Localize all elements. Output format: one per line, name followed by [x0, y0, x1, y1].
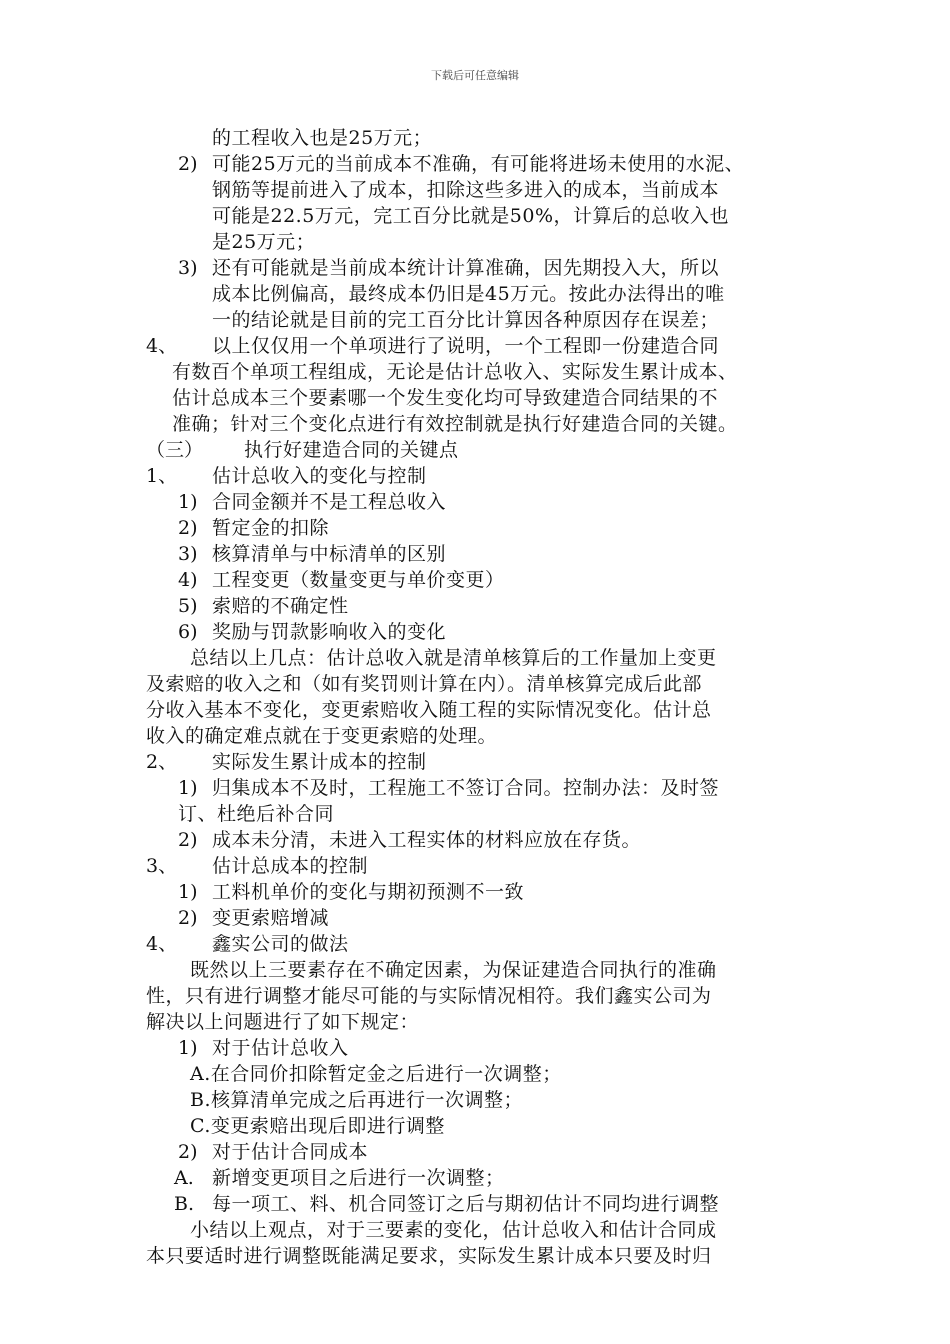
list-marker: 6)	[178, 621, 198, 643]
list-marker: 2、	[146, 751, 178, 773]
text-line: 分收入基本不变化，变更索赔收入随工程的实际情况变化。估计总	[146, 699, 712, 721]
list-item: B.核算清单完成之后再进行一次调整；	[190, 1089, 524, 1111]
list-marker: 3)	[178, 257, 198, 279]
text-line: 及索赔的收入之和（如有奖罚则计算在内）。清单核算完成后此部	[146, 673, 703, 695]
list-item: C.变更索赔出现后即进行调整	[190, 1115, 445, 1137]
text-line: 可能25万元的当前成本不准确，有可能将进场未使用的水泥、	[212, 153, 745, 175]
list-marker: 4、	[146, 335, 178, 357]
list-item: 对于估计合同成本	[212, 1141, 369, 1163]
list-marker: 1)	[178, 881, 198, 903]
text-line: 钢筋等提前进入了成本，扣除这些多进入的成本，当前成本	[212, 179, 720, 201]
list-item: 每一项工、料、机合同签订之后与期初估计不同均进行调整	[212, 1193, 720, 1215]
list-item: 成本未分清，未进入工程实体的材料应放在存货。	[212, 829, 642, 851]
list-item: 归集成本不及时，工程施工不签订合同。控制办法：及时签	[212, 777, 720, 799]
text-line: 订、杜绝后补合同	[178, 803, 335, 825]
list-item: 变更索赔增减	[212, 907, 330, 929]
list-item: 新增变更项目之后进行一次调整；	[212, 1167, 505, 1189]
text-line: 有数百个单项工程组成，无论是估计总收入、实际发生累计成本、	[172, 361, 738, 383]
list-marker: A.	[174, 1167, 194, 1189]
text-line: 一的结论就是目前的完工百分比计算因各种原因存在误差；	[212, 309, 720, 331]
list-marker: 4)	[178, 569, 198, 591]
list-marker: 5)	[178, 595, 198, 617]
list-marker: 2)	[178, 1141, 198, 1163]
text-line: 是25万元；	[212, 231, 316, 253]
text-line: 本只要适时进行调整既能满足要求，实际发生累计成本只要及时归	[146, 1245, 712, 1267]
list-marker: 2)	[178, 517, 198, 539]
text-line: 准确；针对三个变化点进行有效控制就是执行好建造合同的关键。	[172, 413, 738, 435]
list-marker: 2)	[178, 907, 198, 929]
subsection-heading: 估计总成本的控制	[212, 855, 369, 877]
list-marker: 3、	[146, 855, 178, 877]
list-marker: 4、	[146, 933, 178, 955]
list-marker: 2)	[178, 829, 198, 851]
text-line: 还有可能就是当前成本统计计算准确，因先期投入大，所以	[212, 257, 720, 279]
list-item: 暂定金的扣除	[212, 517, 330, 539]
list-item: A.在合同价扣除暂定金之后进行一次调整；	[190, 1063, 562, 1085]
subsection-heading: 估计总收入的变化与控制	[212, 465, 427, 487]
list-item: 核算清单与中标清单的区别	[212, 543, 447, 565]
text-line: 性，只有进行调整才能尽可能的与实际情况相符。我们鑫实公司为	[146, 985, 712, 1007]
text-line: 的工程收入也是25万元；	[212, 127, 433, 149]
subsection-heading: 实际发生累计成本的控制	[212, 751, 427, 773]
text-line: 可能是22.5万元，完工百分比就是50%，计算后的总收入也	[212, 205, 730, 227]
text-line: 小结以上观点，对于三要素的变化，估计总收入和估计合同成	[190, 1219, 717, 1241]
list-item: 合同金额并不是工程总收入	[212, 491, 447, 513]
text-line: 以上仅仅用一个单项进行了说明，一个工程即一份建造合同	[212, 335, 720, 357]
section-marker: （三）	[146, 439, 204, 461]
list-item: 工料机单价的变化与期初预测不一致	[212, 881, 525, 903]
list-item: 工程变更（数量变更与单价变更）	[212, 569, 505, 591]
text-line: 解决以上问题进行了如下规定：	[146, 1011, 420, 1033]
list-marker: 1)	[178, 777, 198, 799]
text-line: 收入的确定难点就在于变更索赔的处理。	[146, 725, 498, 747]
list-marker: 1)	[178, 491, 198, 513]
list-marker: B.	[174, 1193, 195, 1215]
page-header: 下载后可任意编辑	[431, 69, 519, 82]
text-line: 成本比例偏高，最终成本仍旧是45万元。按此办法得出的唯	[212, 283, 725, 305]
text-line: 既然以上三要素存在不确定因素，为保证建造合同执行的准确	[190, 959, 717, 981]
section-heading: 执行好建造合同的关键点	[244, 439, 459, 461]
list-item: 索赔的不确定性	[212, 595, 349, 617]
list-marker: 1)	[178, 1037, 198, 1059]
list-marker: 1、	[146, 465, 178, 487]
text-line: 估计总成本三个要素哪一个发生变化均可导致建造合同结果的不	[172, 387, 719, 409]
list-marker: 2)	[178, 153, 198, 175]
list-item: 奖励与罚款影响收入的变化	[212, 621, 447, 643]
subsection-heading: 鑫实公司的做法	[212, 933, 349, 955]
text-line: 总结以上几点：估计总收入就是清单核算后的工作量加上变更	[190, 647, 717, 669]
list-marker: 3)	[178, 543, 198, 565]
list-item: 对于估计总收入	[212, 1037, 349, 1059]
